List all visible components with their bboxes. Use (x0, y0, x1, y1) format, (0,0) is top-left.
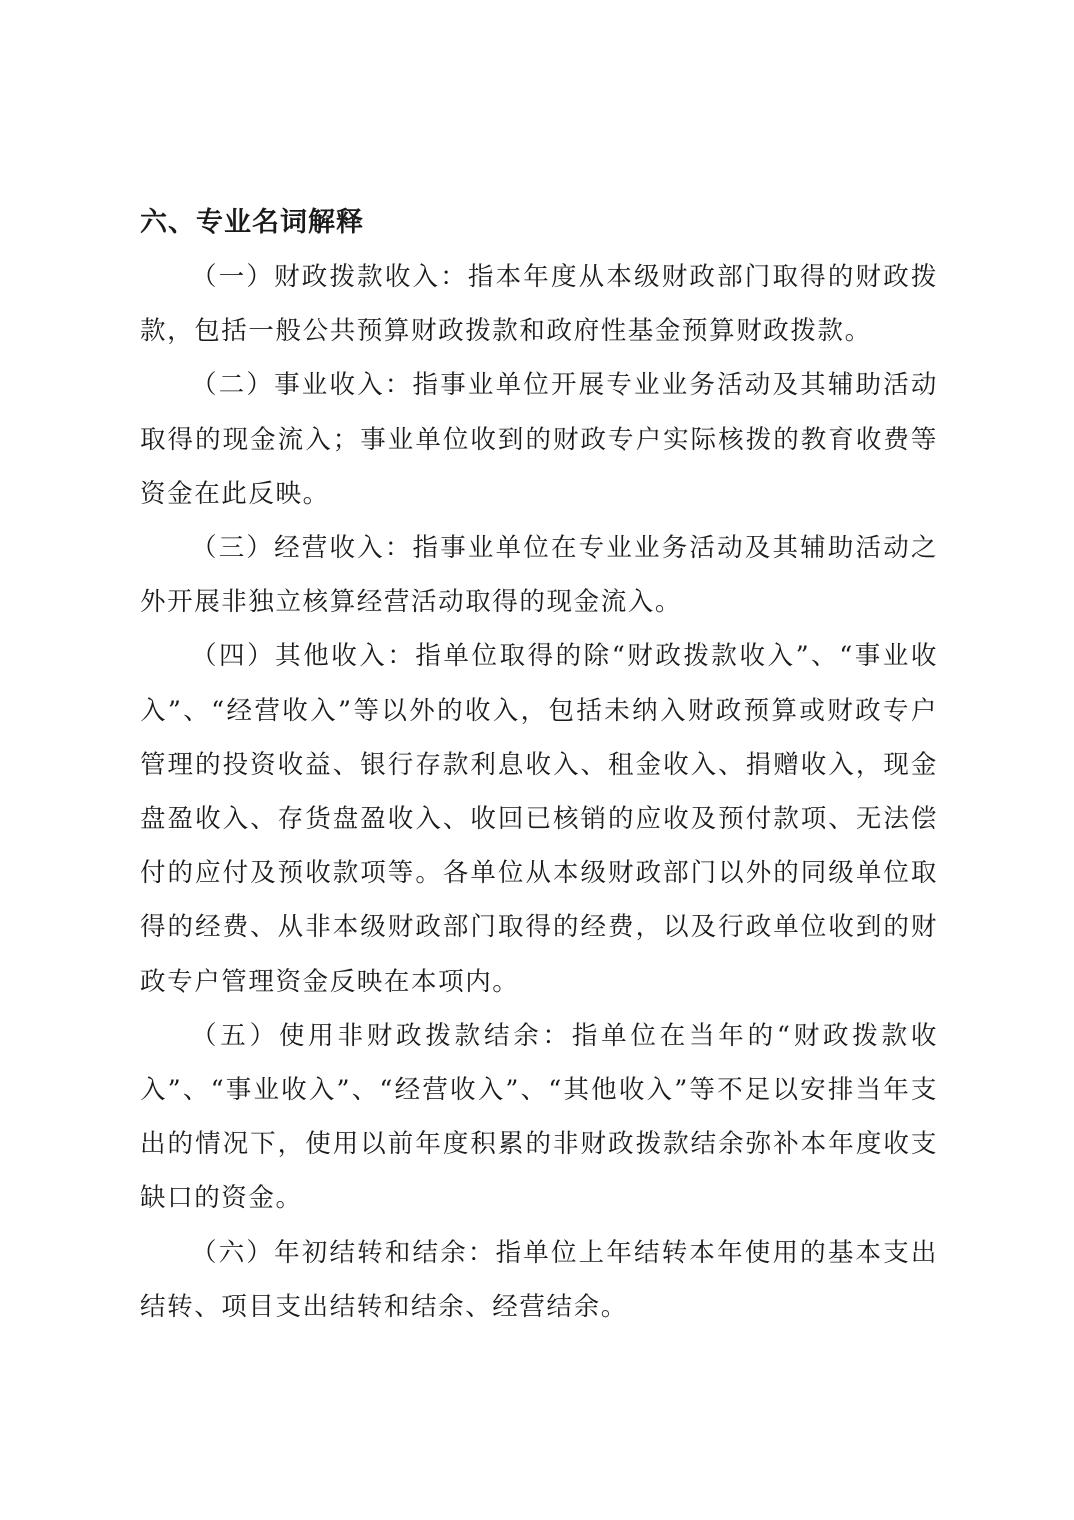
paragraph-opening-carryover: （六）年初结转和结余：指单位上年结转本年使用的基本支出结转、项目支出结转和结余、经营结余。 (140, 1237, 938, 1322)
document-body (140, 196, 938, 1334)
paragraph-business-income: （二）事业收入：指事业单位开展专业业务活动及其辅助活动取得的现金流入；事业单位收到的财政专户实际核拨的教育收费等资金在此反映。 (140, 370, 938, 509)
section-heading: 六、专业名词解释 (140, 207, 364, 238)
paragraph-non-fiscal-balance-use: （五）使用非财政拨款结余：指单位在当年的“财政拨款收入”、“事业收入”、“经营收入”、“其他收入”等不足以安排当年支出的情况下，使用以前年度积累的非财政拨款结余弥补本年度收支缺口的资金。 (140, 1020, 938, 1214)
paragraph-operating-income: （三）经营收入：指事业单位在专业业务活动及其辅助活动之外开展非独立核算经营活动取得的现金流入。 (140, 533, 938, 618)
paragraph-other-income: （四）其他收入：指单位取得的除“财政拨款收入”、“事业收入”、“经营收入”等以外的收入，包括未纳入财政预算或财政专户管理的投资收益、银行存款利息收入、租金收入、捐赠收入，现金盘盈收入、存货盘盈收入、收回已核销的应收及预付款项、无法偿付的应付及预收款项等。各单位从本级财政部门以外的同级单位取得的经费、从非本级财政部门取得的经费，以及行政单位收到的财政专户管理资金反映在本项内。 (140, 641, 938, 997)
paragraph-fiscal-appropriation-income: （一）财政拨款收入：指本年度从本级财政部门取得的财政拨款，包括一般公共预算财政拨款和政府性基金预算财政拨款。 (140, 262, 938, 347)
